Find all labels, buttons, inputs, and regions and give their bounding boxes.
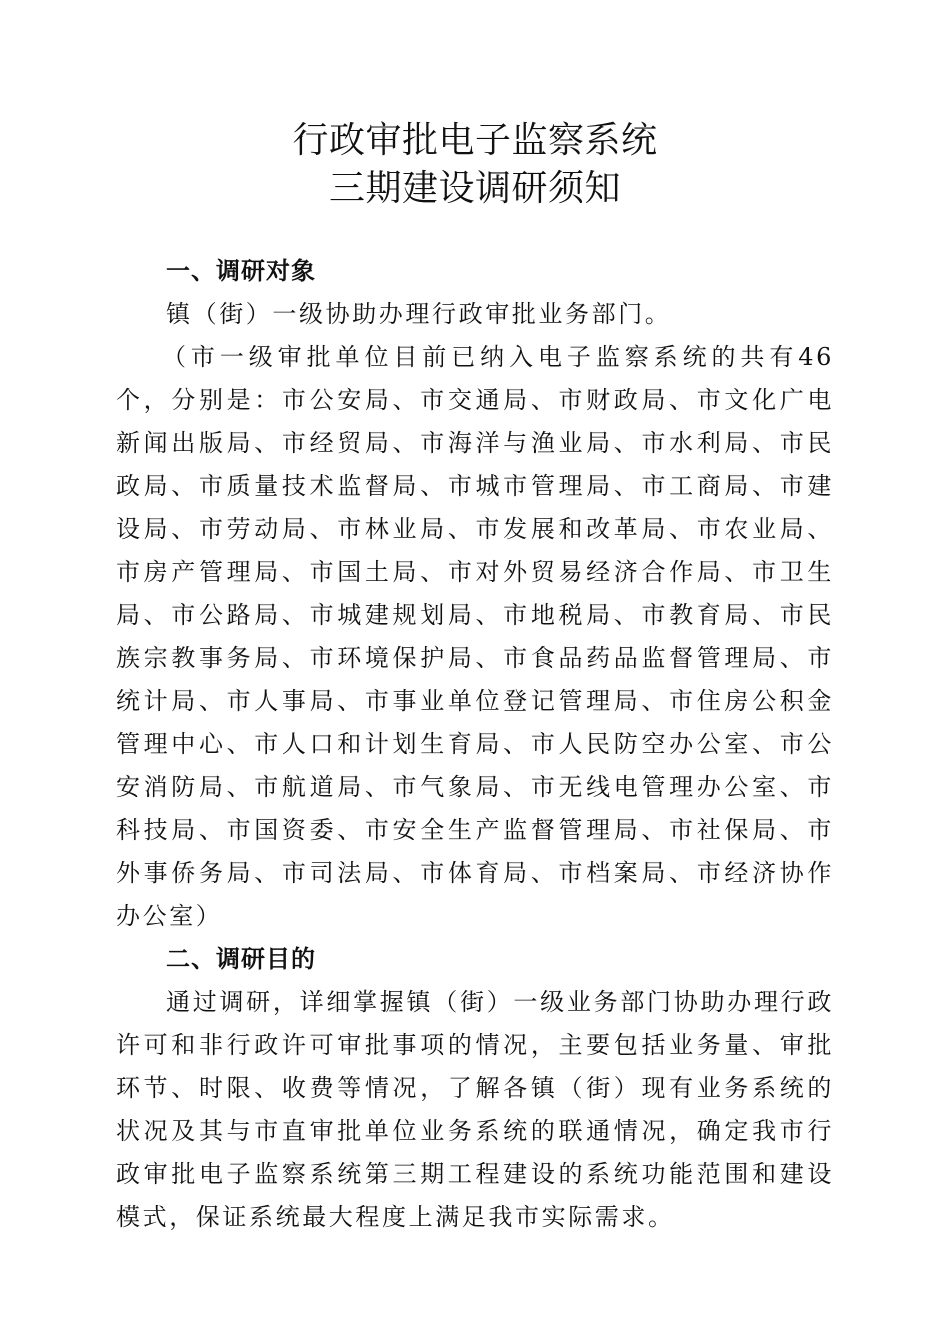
document-title-line2: 三期建设调研须知 [328, 168, 621, 209]
document-title-line1: 行政审批电子监察系统 [292, 120, 658, 161]
section2-heading: 二、调研目的 [166, 945, 316, 973]
section1-paragraph1: 镇（街）一级协助办理行政审批业务部门。 [166, 300, 672, 328]
section1-heading: 一、调研对象 [166, 257, 316, 285]
section1-paragraph2: （市一级审批单位目前已纳入电子监察系统的共有46个，分别是：市公安局、市交通局、市财政局、市文化广电新闻出版局、市经贸局、市海洋与渔业局、市水利局、市民政局、市质量技术监督局、市城市管理局、市工商局、市建设局、市劳动局、市林业局、市发展和改革局、市农业局、市房产管理局、市国土局、市对外贸易经济合作局、市卫生局、市公路局、市城建规划局、市地税局、市教育局、市民族宗教事务局、市环境保护局、市食品药品监督管理局、市统计局、市人事局、市事业单位登记管理局、市住房公积金管理中心、市人口和计划生育局、市人民防空办公室、市公安消防局、市航道局、市气象局、市无线电管理办公室、市科技局、市国资委、市安全生产监督管理局、市社保局、市外事侨务局、市司法局、市体育局、市档案局、市经济协作办公室） [116, 343, 834, 930]
section2-paragraph1: 通过调研，详细掌握镇（街）一级业务部门协助办理行政许可和非行政许可审批事项的情况，主要包括业务量、审批环节、时限、收费等情况，了解各镇（街）现有业务系统的状况及其与市直审批单位业务系统的联通情况，确定我市行政审批电子监察系统第三期工程建设的系统功能范围和建设模式，保证系统最大程度上满足我市实际需求。 [116, 988, 834, 1231]
document-body [116, 250, 834, 1239]
